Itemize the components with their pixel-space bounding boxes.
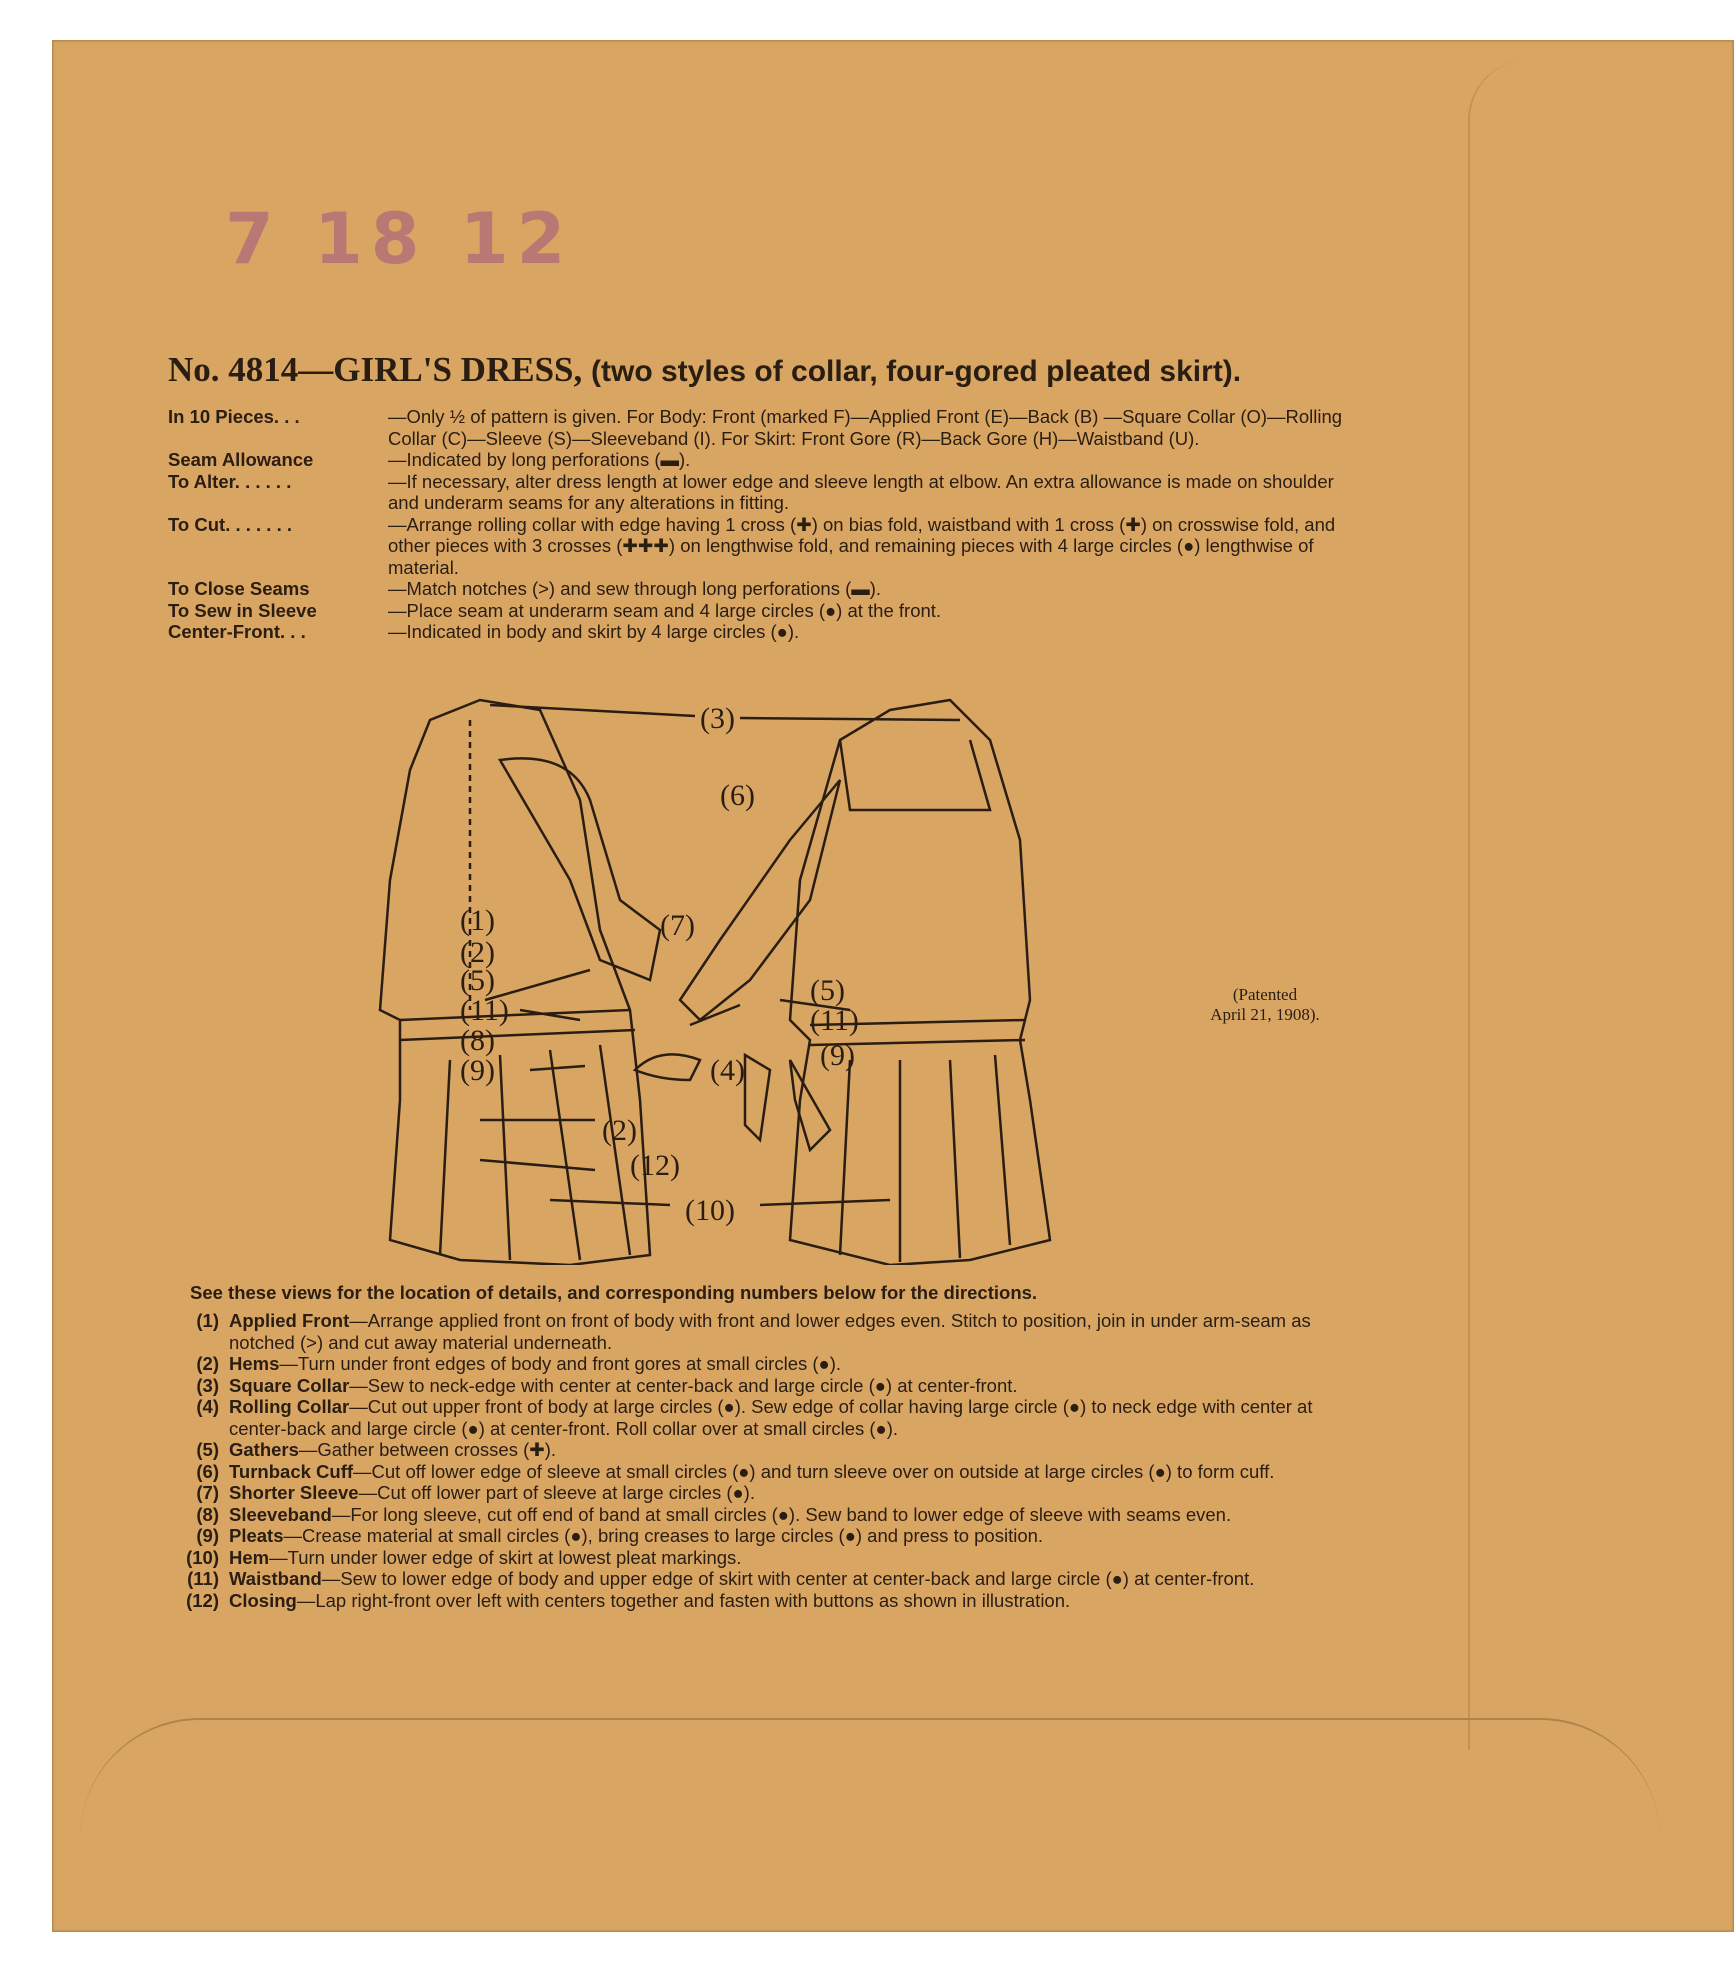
title-main: No. 4814—GIRL'S DRESS, bbox=[168, 350, 583, 389]
direction-item bbox=[163, 1504, 1363, 1526]
direction-item bbox=[163, 1461, 1363, 1483]
direction-item bbox=[163, 1525, 1363, 1547]
front-collar-piece bbox=[745, 1055, 830, 1150]
patent-line-1: (Patented bbox=[1232, 985, 1298, 1004]
direction-number: (2) bbox=[196, 1353, 219, 1374]
back-pleat-line bbox=[995, 1055, 1010, 1245]
direction-number: (12) bbox=[186, 1589, 219, 1611]
callout-1: (1) bbox=[460, 904, 495, 937]
pattern-title bbox=[168, 350, 1241, 390]
direction-text: —Cut out upper front of body at large circles (●). Sew edge of collar having large circle (●) to neck edge with center at center-back and large circle (●) at center-front. Roll collar over at small circles (●). bbox=[229, 1396, 1313, 1439]
callout-9b: (9) bbox=[820, 1039, 855, 1072]
direction-item bbox=[163, 1396, 1363, 1439]
patent-note bbox=[1175, 985, 1355, 1025]
tech-label: Center-Front. . . bbox=[168, 621, 306, 642]
direction-name: Pleats bbox=[229, 1525, 284, 1546]
direction-name: Hem bbox=[229, 1546, 270, 1568]
rolling-collar-piece bbox=[635, 1054, 700, 1080]
tech-label: To Close Seams bbox=[168, 578, 310, 599]
tech-row bbox=[168, 514, 1368, 579]
square-collar bbox=[840, 740, 990, 810]
direction-name: Hems bbox=[229, 1353, 280, 1374]
direction-name: Square Collar bbox=[229, 1374, 350, 1396]
direction-text: —Sew to lower edge of body and upper edge of skirt with center at center-back and large circle (●) at center-front. bbox=[321, 1568, 1255, 1589]
direction-number: (5) bbox=[196, 1439, 219, 1460]
front-waist-line bbox=[400, 1010, 630, 1020]
direction-name: Waistband bbox=[229, 1568, 322, 1589]
tech-text: —If necessary, alter dress length at lower edge and sleeve length at elbow. An extra allowance is made on shoulder and underarm seams for any alterations in fitting. bbox=[388, 470, 1334, 513]
direction-item bbox=[163, 1482, 1363, 1504]
tech-row bbox=[168, 471, 1368, 514]
direction-text: —Crease material at small circles (●), bring creases to large circles (●) and press to position. bbox=[283, 1525, 1044, 1546]
direction-number: (3) bbox=[196, 1374, 219, 1396]
directions-list bbox=[163, 1310, 1363, 1611]
tech-row bbox=[168, 578, 1368, 600]
direction-item bbox=[163, 1375, 1363, 1397]
tech-text: —Indicated in body and skirt by 4 large circles (●). bbox=[388, 621, 800, 642]
callout-6: (6) bbox=[720, 779, 755, 812]
callout-5b: (5) bbox=[810, 974, 845, 1007]
callout-2: (2) bbox=[460, 936, 495, 969]
direction-name: Gathers bbox=[229, 1439, 299, 1460]
tech-text: —Match notches (>) and sew through long perforations (▬). bbox=[388, 578, 882, 599]
direction-text: —Turn under front edges of body and front gores at small circles (●). bbox=[279, 1353, 842, 1374]
direction-item bbox=[163, 1568, 1363, 1590]
callout-11b: (11) bbox=[810, 1004, 859, 1037]
direction-text: —For long sleeve, cut off end of band at small circles (●). Sew band to lower edge of sleeve with seams even. bbox=[331, 1503, 1232, 1525]
direction-name: Turnback Cuff bbox=[229, 1460, 354, 1482]
envelope-bottom-flap bbox=[80, 1718, 1660, 1930]
front-pleat-line bbox=[500, 1055, 510, 1260]
front-pleat-line bbox=[440, 1060, 450, 1255]
tech-label: To Sew in Sleeve bbox=[168, 599, 317, 621]
dress-illustration bbox=[370, 680, 1170, 1265]
direction-text: —Turn under lower edge of skirt at lowest pleat markings. bbox=[269, 1546, 742, 1568]
front-view-sleeve bbox=[500, 758, 660, 980]
tech-row bbox=[168, 600, 1368, 622]
direction-name: Sleeveband bbox=[229, 1503, 332, 1525]
direction-item bbox=[163, 1439, 1363, 1461]
tech-label: To Cut. . . . . . . bbox=[168, 513, 293, 535]
back-pleat-line bbox=[840, 1060, 850, 1255]
callout-10: (10) bbox=[685, 1194, 735, 1227]
tech-row bbox=[168, 449, 1368, 471]
patent-line-2: April 21, 1908). bbox=[1210, 1005, 1320, 1024]
tech-label: In 10 Pieces. . . bbox=[168, 406, 300, 427]
direction-number: (6) bbox=[196, 1460, 219, 1482]
direction-text: —Sew to neck-edge with center at center-back and large circle (●) at center-front. bbox=[349, 1374, 1018, 1396]
direction-number: (4) bbox=[196, 1396, 219, 1417]
callout-7: (7) bbox=[660, 909, 695, 942]
direction-item bbox=[163, 1353, 1363, 1375]
tech-text: —Indicated by long perforations (▬). bbox=[388, 449, 691, 470]
tech-label: To Alter. . . . . . bbox=[168, 470, 292, 492]
callout-4: (4) bbox=[710, 1054, 745, 1087]
tech-label: Seam Allowance bbox=[168, 449, 314, 470]
direction-item bbox=[163, 1590, 1363, 1612]
tech-row bbox=[168, 406, 1368, 449]
leader-line bbox=[550, 1200, 670, 1205]
tech-text: —Only ½ of pattern is given. For Body: Front (marked F)—Applied Front (E)—Back (B) —Square Collar (O)—Rolling Collar (C)—Sleeve (S)—Sleeveband (I). For Skirt: Front Gore (R)—Back Gore (H)—Waistband (U). bbox=[388, 406, 1343, 449]
direction-text: —Arrange applied front on front of body with front and lower edges even. Stitch to position, join in under arm-seam as notched (>) and cut away material underneath. bbox=[229, 1310, 1311, 1353]
callout-3: (3) bbox=[700, 702, 735, 735]
direction-number: (9) bbox=[196, 1525, 219, 1546]
back-pleat-line bbox=[950, 1060, 960, 1258]
front-waistband-line bbox=[400, 1030, 635, 1040]
leader-line bbox=[480, 1160, 595, 1170]
tech-text: —Place seam at underarm seam and 4 large circles (●) at the front. bbox=[388, 599, 942, 621]
envelope-side-flap bbox=[1468, 60, 1710, 1750]
callout-5a: (5) bbox=[460, 964, 495, 997]
callout-8: (8) bbox=[460, 1024, 495, 1057]
leader-line bbox=[760, 1200, 890, 1205]
technical-instructions bbox=[168, 406, 1368, 643]
direction-name: Applied Front bbox=[229, 1310, 350, 1331]
title-subtitle: (two styles of collar, four-gored pleated skirt). bbox=[591, 355, 1242, 388]
direction-text: —Lap right-front over left with centers together and fasten with buttons as shown in illustration. bbox=[296, 1589, 1071, 1611]
see-views-heading: See these views for the location of details, and corresponding numbers below for the directions. bbox=[190, 1282, 1038, 1303]
direction-number: (10) bbox=[186, 1546, 219, 1568]
direction-number: (1) bbox=[196, 1310, 219, 1331]
front-pleat-line bbox=[550, 1050, 580, 1260]
direction-item bbox=[163, 1310, 1363, 1353]
callout-9a: (9) bbox=[460, 1054, 495, 1087]
front-pleat-line bbox=[600, 1045, 630, 1255]
direction-name: Rolling Collar bbox=[229, 1396, 350, 1417]
leader-line bbox=[740, 718, 960, 720]
direction-number: (11) bbox=[187, 1568, 219, 1589]
direction-name: Shorter Sleeve bbox=[229, 1482, 359, 1503]
callout-12: (12) bbox=[630, 1149, 680, 1182]
date-stamp: 7 18 12 bbox=[225, 198, 574, 280]
direction-number: (8) bbox=[196, 1503, 219, 1525]
callout-2b: (2) bbox=[602, 1114, 637, 1147]
direction-text: —Cut off lower part of sleeve at large circles (●). bbox=[358, 1482, 755, 1503]
direction-text: —Cut off lower edge of sleeve at small circles (●) and turn sleeve over on outside at large circles (●) to form cuff. bbox=[353, 1460, 1275, 1482]
tech-row bbox=[168, 621, 1368, 643]
leader-line bbox=[530, 1066, 585, 1070]
direction-item bbox=[163, 1547, 1363, 1569]
leader-line bbox=[490, 705, 695, 716]
callout-11a: (11) bbox=[460, 994, 509, 1027]
direction-number: (7) bbox=[196, 1482, 219, 1503]
direction-name: Closing bbox=[229, 1589, 297, 1611]
tech-text: —Arrange rolling collar with edge having 1 cross (✚) on bias fold, waistband with 1 cross (✚) on crosswise fold, and other pieces with 3 crosses (✚✚✚) on lengthwise fold, and remaining pieces with 4 large circles (●) lengthwise of material. bbox=[388, 513, 1336, 578]
direction-text: —Gather between crosses (✚). bbox=[298, 1439, 557, 1460]
